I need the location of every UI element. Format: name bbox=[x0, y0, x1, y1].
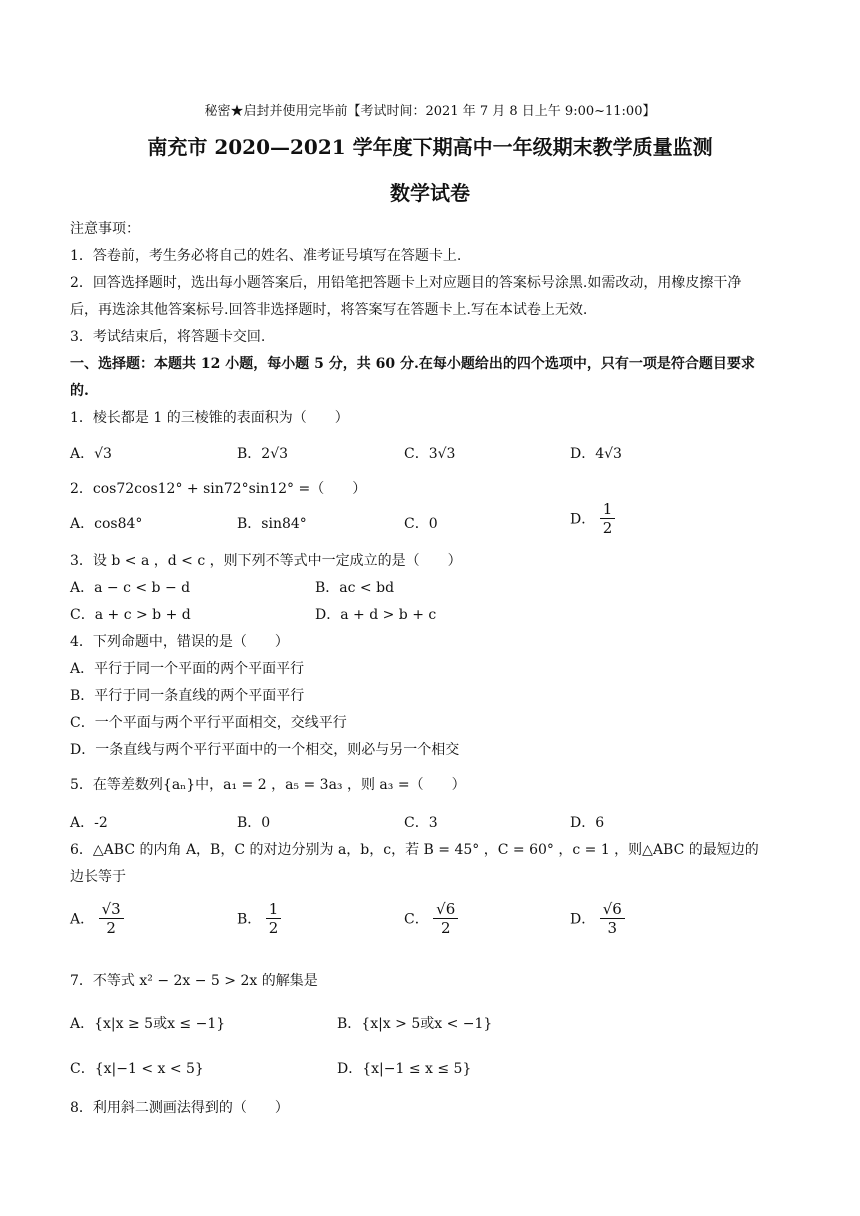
q1-option-a: A．√3 bbox=[70, 446, 112, 462]
q6-option-c-label: C． bbox=[404, 911, 429, 928]
q3-option-d: D．a + d > b + c bbox=[315, 607, 437, 623]
q7-option-d: D．{x|−1 ≤ x ≤ 5} bbox=[337, 1061, 472, 1077]
q7-option-b: B．{x|x > 5或x < −1} bbox=[337, 1016, 493, 1032]
q3-option-b: B．ac < bd bbox=[315, 580, 395, 596]
q4-option-b: B．平行于同一条直线的两个平面平行 bbox=[70, 688, 305, 704]
q2-option-d-fraction bbox=[600, 500, 616, 537]
question-8-stem: 8．利用斜二测画法得到的（ ） bbox=[70, 1100, 289, 1116]
q1-option-b: B．2√3 bbox=[237, 446, 289, 462]
q7-option-c: C．{x|−1 < x < 5} bbox=[70, 1061, 204, 1077]
q2-option-b: B．sin84° bbox=[237, 516, 307, 532]
confidential-line: 秘密★启封并使用完毕前【考试时间：2021 年 7 月 8 日上午 9:00~11:00】 bbox=[204, 104, 656, 119]
q2-option-d-denominator: 2 bbox=[602, 519, 613, 537]
q2-option-d-label: D． bbox=[570, 511, 596, 528]
note-item-3: 3．考试结束后，将答题卡交回. bbox=[70, 329, 266, 345]
question-1-stem: 1．棱长都是 1 的三棱锥的表面积为（ ） bbox=[70, 410, 349, 426]
q6-option-a-fraction bbox=[99, 900, 124, 937]
q6-option-d-label: D． bbox=[570, 911, 596, 928]
q6-option-a bbox=[70, 900, 124, 937]
q6-option-b-denominator: 2 bbox=[268, 919, 279, 937]
notes-heading: 注意事项： bbox=[70, 221, 140, 237]
q6-option-b-fraction bbox=[266, 900, 282, 937]
q3-option-a: A．a − c < b − d bbox=[70, 580, 191, 596]
note-item-2a: 2．回答选择题时，选出每小题答案后，用铅笔把答题卡上对应题目的答案标号涂黑.如需改动，用橡皮擦干净 bbox=[70, 275, 742, 291]
q6-option-a-label: A． bbox=[70, 911, 95, 928]
exam-title: 南充市 2020—2021 学年度下期高中一年级期末教学质量监测 bbox=[147, 135, 713, 159]
q1-option-d: D．4√3 bbox=[570, 446, 622, 462]
exam-subtitle: 数学试卷 bbox=[390, 181, 470, 205]
question-5-stem: 5．在等差数列{aₙ}中，a₁ = 2 ，a₅ = 3a₃ ，则 a₃ =（ ） bbox=[70, 777, 466, 793]
q6-option-c-fraction bbox=[433, 900, 458, 937]
q1-option-c: C．3√3 bbox=[404, 446, 456, 462]
q6-option-b-label: B． bbox=[237, 911, 262, 928]
q2-option-a: A．cos84° bbox=[70, 516, 143, 532]
q6-option-c-denominator: 2 bbox=[440, 919, 451, 937]
q6-option-a-numerator: √3 bbox=[99, 900, 124, 919]
note-item-2b: 后，再选涂其他答案标号.回答非选择题时，将答案写在答题卡上.写在本试卷上无效. bbox=[70, 302, 588, 318]
q6-option-d-numerator: √6 bbox=[600, 900, 625, 919]
q4-option-c: C．一个平面与两个平行平面相交，交线平行 bbox=[70, 715, 347, 731]
question-3-stem: 3．设 b < a ，d < c ，则下列不等式中一定成立的是（ ） bbox=[70, 553, 462, 569]
question-2-stem: 2．cos72cos12° + sin72°sin12° =（ ） bbox=[70, 481, 367, 497]
question-6-stem-line2: 边长等于 bbox=[70, 869, 126, 885]
q2-option-d bbox=[570, 500, 615, 537]
q6-option-b-numerator: 1 bbox=[266, 900, 282, 919]
q5-option-d: D．6 bbox=[570, 815, 605, 831]
q2-option-d-numerator: 1 bbox=[600, 500, 616, 519]
q5-option-c: C．3 bbox=[404, 815, 438, 831]
q5-option-a: A．-2 bbox=[70, 815, 108, 831]
q5-option-b: B．0 bbox=[237, 815, 271, 831]
question-6-stem-line1: 6．△ABC 的内角 A，B，C 的对边分别为 a，b，c，若 B = 45° ，C = 60° ，c = 1 ，则△ABC 的最短边的 bbox=[70, 842, 759, 858]
q6-option-d-denominator: 3 bbox=[607, 919, 618, 937]
q6-option-d bbox=[570, 900, 625, 937]
q6-option-d-fraction bbox=[600, 900, 625, 937]
note-item-1: 1．答卷前，考生务必将自己的姓名、准考证号填写在答题卡上. bbox=[70, 248, 462, 264]
q6-option-c-numerator: √6 bbox=[433, 900, 458, 919]
question-4-stem: 4．下列命题中，错误的是（ ） bbox=[70, 634, 289, 650]
q3-option-c: C．a + c > b + d bbox=[70, 607, 191, 623]
q4-option-a: A．平行于同一个平面的两个平面平行 bbox=[70, 661, 305, 677]
q6-option-c bbox=[404, 900, 458, 937]
q7-option-a: A．{x|x ≥ 5或x ≤ −1} bbox=[70, 1016, 226, 1032]
section-heading-line1: 一、选择题：本题共 12 小题，每小题 5 分，共 60 分.在每小题给出的四个选项中，只有一项是符合题目要求 bbox=[70, 356, 755, 372]
question-7-stem: 7．不等式 x² − 2x − 5 > 2x 的解集是 bbox=[70, 973, 318, 989]
q6-option-b bbox=[237, 900, 281, 937]
q6-option-a-denominator: 2 bbox=[106, 919, 116, 937]
q4-option-d: D．一条直线与两个平行平面中的一个相交，则必与另一个相交 bbox=[70, 742, 460, 758]
q2-option-c: C．0 bbox=[404, 516, 438, 532]
section-heading-line2: 的. bbox=[70, 383, 89, 399]
